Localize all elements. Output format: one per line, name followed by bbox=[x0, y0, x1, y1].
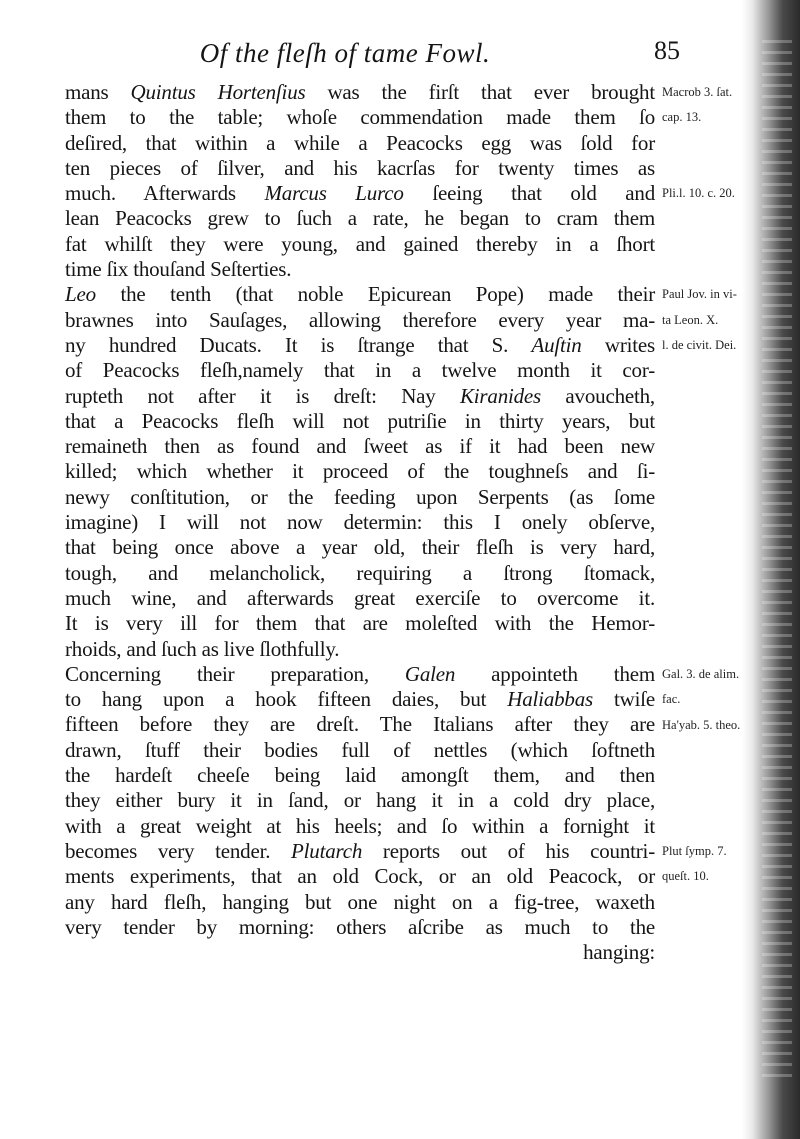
text-span: writes bbox=[581, 332, 655, 357]
text-span: Concerning their preparation, bbox=[65, 661, 405, 686]
text-line bbox=[65, 510, 655, 535]
margin-note: queſt. 10. bbox=[662, 869, 709, 884]
text-line bbox=[65, 131, 655, 156]
text-line bbox=[65, 384, 655, 409]
text-line bbox=[65, 308, 655, 333]
text-span: drawn, ſtuff their bodies full of nettles (which ſoftneth bbox=[65, 737, 655, 762]
text-line bbox=[65, 206, 655, 231]
text-span: mans bbox=[65, 80, 131, 104]
text-line bbox=[65, 738, 655, 763]
text-span: lean Peacocks grew to ſuch a rate, he began to cram them bbox=[65, 206, 655, 231]
text-span: ſeeing that old and bbox=[403, 181, 655, 206]
text-span: fat whilſt they were young, and gained thereby in a ſhort bbox=[65, 231, 655, 256]
text-line bbox=[65, 915, 655, 940]
page-header bbox=[65, 38, 680, 78]
italic-name: Leo bbox=[65, 282, 96, 307]
text-span: they either bury it in ſand, or hang it in a cold dry place, bbox=[65, 788, 655, 813]
text-span: much. Afterwards bbox=[65, 181, 265, 206]
text-span: appointeth them bbox=[455, 661, 656, 686]
text-span: remaineth then as found and ſweet as if it had been new bbox=[65, 434, 655, 459]
italic-name: Plutarch bbox=[291, 838, 363, 863]
margin-note: Plut ſymp. 7. bbox=[662, 844, 727, 858]
text-line bbox=[65, 864, 655, 889]
text-span: twiſe bbox=[593, 687, 655, 712]
text-span: ten pieces of ſilver, and his kacrſas for twenty times as bbox=[65, 155, 655, 180]
italic-name: Quintus Hortenſius bbox=[130, 80, 306, 104]
text-span: the hardeſt cheeſe being laid amongſt them, and then bbox=[65, 763, 655, 788]
text-line bbox=[65, 282, 655, 307]
text-line bbox=[65, 687, 655, 712]
text-span: avoucheth, bbox=[541, 383, 655, 408]
margin-note: Paul Jov. in vi- bbox=[662, 287, 737, 302]
text-line bbox=[65, 80, 655, 105]
text-span: ny hundred Ducats. It is ſtrange that S. bbox=[65, 332, 532, 357]
page-number: 85 bbox=[654, 36, 680, 65]
text-line bbox=[65, 257, 655, 282]
text-span: very tender by morning: others aſcribe as much to the bbox=[65, 914, 655, 939]
margin-note: fac. bbox=[662, 692, 681, 707]
text-span: It is very ill for them that are moleſted with the Hemor- bbox=[65, 611, 655, 636]
text-span: them to the table; whoſe commendation made them ſo bbox=[65, 105, 655, 130]
text-line bbox=[65, 890, 655, 915]
text-line bbox=[65, 712, 655, 737]
text-span: ments experiments, that an old Cock, or an old Peacock, or bbox=[65, 864, 655, 889]
text-line bbox=[65, 333, 655, 358]
margin-note: Ha'yab. 5. theo. bbox=[662, 717, 741, 732]
body-text bbox=[65, 80, 655, 965]
margin-note: Macrob 3. ſat. bbox=[662, 85, 733, 99]
text-line bbox=[65, 637, 655, 662]
text-span: was the firſt that ever brought bbox=[305, 80, 655, 104]
italic-name: Kiranides bbox=[459, 383, 542, 408]
text-line bbox=[65, 181, 655, 206]
running-title: Of the fleſh of tame Fowl. bbox=[199, 38, 491, 68]
text-line bbox=[65, 788, 655, 813]
text-span: tough, and melancholick, requiring a ſtrong ſtomack, bbox=[65, 560, 655, 585]
text-span: to hang upon a hook fifteen daies, but bbox=[65, 687, 508, 712]
text-line bbox=[65, 232, 655, 257]
margin-note: Pli.l. 10. c. 20. bbox=[662, 186, 735, 201]
text-span: rhoids, and ſuch as live ſlothfully. bbox=[65, 636, 340, 661]
text-span: that being once above a year old, their fleſh is very hard, bbox=[65, 535, 655, 560]
text-span: imagine) I will not now determin: this I onely obſerve, bbox=[65, 510, 655, 535]
text-line bbox=[65, 662, 655, 687]
text-line bbox=[65, 535, 655, 560]
text-span: much wine, and afterwards great exerciſe to overcome it. bbox=[65, 585, 655, 610]
text-span: reports out of his countri- bbox=[362, 838, 655, 863]
text-line bbox=[65, 485, 655, 510]
italic-name: Haliabbas bbox=[507, 687, 593, 712]
text-line bbox=[65, 839, 655, 864]
text-line bbox=[65, 434, 655, 459]
margin-note: ta Leon. X. bbox=[662, 312, 719, 327]
text-line bbox=[65, 358, 655, 383]
text-span: hanging: bbox=[583, 940, 655, 965]
text-span: killed; which whether it proceed of the toughneſs and ſi- bbox=[65, 459, 655, 484]
text-span: the tenth (that noble Epicurean Pope) made their bbox=[95, 282, 655, 307]
margin-note: l. de civit. Dei. bbox=[662, 338, 737, 352]
text-span: that a Peacocks fleſh will not putriſie in thirty years, but bbox=[65, 408, 655, 433]
text-line bbox=[65, 409, 655, 434]
text-span: newy conſtitution, or the feeding upon Serpents (as ſome bbox=[65, 484, 655, 509]
margin-note: cap. 13. bbox=[662, 110, 702, 125]
text-span: fifteen before they are dreſt. The Italians after they are bbox=[65, 712, 655, 737]
text-span: deſired, that within a while a Peacocks egg was ſold for bbox=[65, 130, 655, 155]
italic-name: Marcus Lurco bbox=[264, 181, 404, 206]
text-span: with a great weight at his heels; and ſo within a fornight it bbox=[65, 813, 655, 838]
text-span: rupteth not after it is dreſt: Nay bbox=[65, 383, 460, 408]
text-line bbox=[65, 763, 655, 788]
page-binding-shadow bbox=[742, 0, 800, 1139]
binding-texture bbox=[762, 40, 792, 1080]
text-line bbox=[65, 156, 655, 181]
text-span: becomes very tender. bbox=[65, 838, 292, 863]
text-line bbox=[65, 611, 655, 636]
text-line bbox=[65, 561, 655, 586]
italic-name: Galen bbox=[404, 661, 456, 686]
text-span: any hard fleſh, hanging but one night on a fig-tree, waxeth bbox=[65, 889, 655, 914]
margin-note: Gal. 3. de alim. bbox=[662, 666, 740, 681]
text-span: time ſix thouſand Seſterties. bbox=[65, 257, 292, 282]
text-span: brawnes into Sauſages, allowing therefore every year ma- bbox=[65, 307, 655, 332]
text-line bbox=[65, 586, 655, 611]
text-line bbox=[65, 814, 655, 839]
italic-name: Auſtin bbox=[531, 332, 582, 357]
text-line bbox=[65, 459, 655, 484]
text-line bbox=[65, 940, 655, 965]
text-span: of Peacocks fleſh,namely that in a twelve month it cor- bbox=[65, 358, 655, 383]
text-line bbox=[65, 105, 655, 130]
